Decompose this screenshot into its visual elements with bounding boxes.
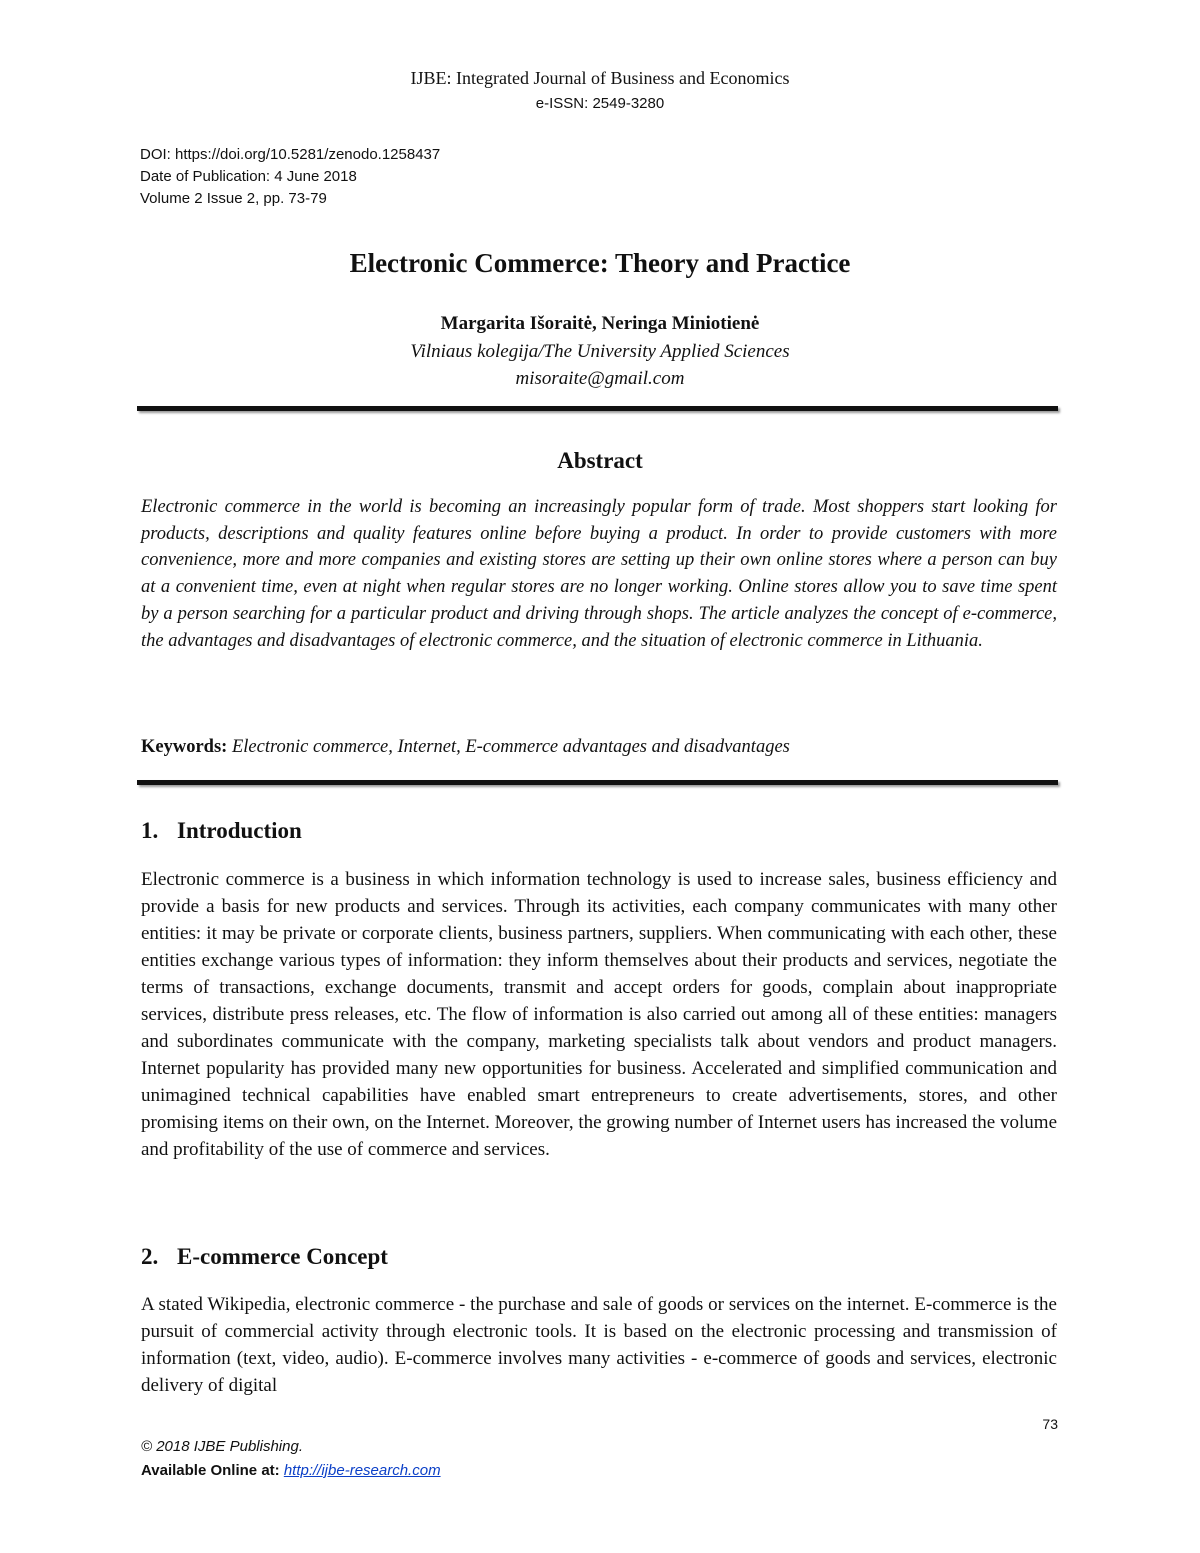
volume-issue: Volume 2 Issue 2, pp. 73-79 (140, 190, 327, 207)
article-meta (140, 144, 440, 210)
introduction-paragraph: Electronic commerce is a business in which information technology is used to increase sales, business efficiency and provide a basis for new products and services. Through its activities, each company communicates with many other entities: it may be private or corporate clients, business partners, suppliers. When communicating with each other, these entities exchange various types of information: they inform themselves about their products and services, negotiate the terms of transactions, exchange documents, transmit and accept orders for goods, complain about inappropriate services, distribute press releases, etc. The flow of information is also carried out among all of these entities: managers and subordinates communicate with the company, marketing specialists talk about vendors and product managers. Internet popularity has provided many new opportunities for business. Accelerated and simplified communication and unimagined technical capabilities have enabled smart entrepreneurs to create advertisements, stores, and other promising items on their own, on the Internet. Moreover, the growing number of Internet users has increased the volume and profitability of the use of commerce and services. (141, 869, 1057, 1160)
keywords-label: Keywords: (141, 737, 228, 757)
section-title: E-commerce Concept (177, 1244, 388, 1269)
top-divider (137, 406, 1058, 411)
publication-date: Date of Publication: 4 June 2018 (140, 168, 357, 185)
author-email: misoraite@gmail.com (515, 368, 685, 389)
author-names: Margarita Išoraitė, Neringa Miniotienė (440, 313, 760, 334)
journal-website-link[interactable]: http://ijbe-research.com (283, 1462, 441, 1479)
keywords-line (141, 737, 1057, 758)
keywords-list: Electronic commerce, Internet, E-commerce advantages and disadvantages (231, 737, 790, 757)
section-title: Introduction (177, 818, 302, 843)
available-label: Available Online at: (141, 1462, 280, 1479)
available-online (141, 1462, 441, 1479)
copyright-notice: © 2018 IJBE Publishing. (141, 1438, 303, 1455)
ecommerce-concept-paragraph: A stated Wikipedia, electronic commerce - the purchase and sale of goods or services on the internet. E-commerce is the pursuit of commercial activity through electronic tools. It is based on the electronic processing and transmission of information (text, video, audio). E-commerce involves many activities - e-commerce of goods and services, electronic delivery of digital (141, 1294, 1057, 1396)
author-affiliation: Vilniaus kolegija/The University Applied Sciences (410, 341, 790, 362)
journal-name: IJBE: Integrated Journal of Business and Economics (410, 68, 790, 88)
abstract-text: Electronic commerce in the world is becoming an increasingly popular form of trade. Most shoppers start looking for products, descriptions and quality features online before buying a product. In order to provide customers with more convenience, more and more companies and existing stores are setting up their own online stores where a person can buy at a convenient time, even at night when regular stores are no longer working. Online stores allow you to save time spent by a person searching for a particular product and driving through shops. The article analyzes the concept of e-commerce, the advantages and disadvantages of electronic commerce, and the situation of electronic commerce in Lithuania. (141, 497, 1057, 651)
journal-issn: e-ISSN: 2549-3280 (535, 95, 665, 112)
abstract-divider (137, 780, 1058, 785)
article-title: Electronic Commerce: Theory and Practice (349, 248, 851, 278)
section-heading-introduction (141, 818, 302, 844)
abstract-heading: Abstract (557, 448, 643, 473)
doi-line: DOI: https://doi.org/10.5281/zenodo.1258437 (140, 146, 441, 163)
section-number: 2. (141, 1244, 159, 1269)
section-heading-ecommerce-concept (141, 1244, 388, 1270)
page-number: 73 (1042, 1416, 1058, 1432)
section-number: 1. (141, 818, 159, 843)
